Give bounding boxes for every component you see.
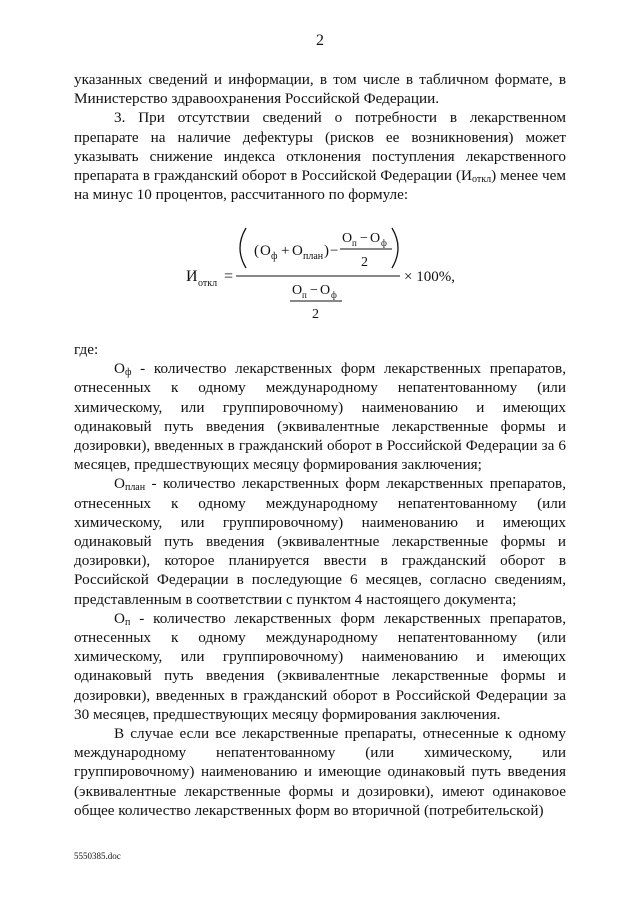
- formula-lhs-sub: откл: [198, 278, 218, 289]
- formula-minus-1: −: [330, 243, 339, 259]
- definition-o-p: [74, 609, 566, 724]
- formula-close-paren: ): [324, 243, 329, 259]
- formula-den-o-p: О: [292, 283, 303, 298]
- definition-o-f-text: - количество лекарственных форм лекарственных препаратов, отнесенных к одному международному непатентованному (или химическому, или группировочному) наименованию и имеющих одинаковый путь введения (эквивалентные лекарственные формы и дозировки), введенных в гражданский оборот в Российской Федерации за 6 месяцев, предшествующих месяцу формирования заключения;: [74, 360, 566, 474]
- formula-sub-f: ф: [271, 251, 278, 262]
- paragraph-3-tail: ) менее чем на минус 10 процентов, рассчитанного по формуле:: [74, 167, 567, 204]
- intro-text: [74, 70, 566, 204]
- formula-inner-sub-p: п: [352, 238, 357, 248]
- definitions-block: [74, 340, 566, 820]
- formula-o-plan: О: [292, 243, 303, 259]
- formula-open-paren: (: [254, 243, 259, 259]
- where-label: где:: [74, 341, 99, 358]
- page-number: 2: [316, 32, 324, 49]
- formula-inner-sub-f: ф: [381, 238, 387, 248]
- definition-o-plan-text: - количество лекарственных форм лекарственных препаратов, отнесенных к одному международному непатентованному (или химическому, или группировочному) наименованию и имеющих одинаковый путь введения (эквивалентные лекарственные формы и дозировки), которое планируется ввести в гражданский оборот в Российской Федерации в последующие 6 месяцев, согласно сведениям, представленным в соответствии с пунктом 4 настоящего документа;: [74, 475, 566, 608]
- formula-svg: [0, 222, 640, 332]
- formula-times: × 100%,: [404, 269, 455, 285]
- formula-o-f: О: [260, 243, 271, 259]
- formula-inner-o-p: О: [342, 231, 353, 246]
- formula-lhs: И: [186, 268, 198, 285]
- formula-den-sub-f: ф: [331, 290, 337, 300]
- formula-inner-minus: −: [360, 231, 368, 246]
- definition-o-p-text: - количество лекарственных форм лекарственных препаратов, отнесенных к одному международному непатентованному (или химическому, или группировочному) наименованию и имеющих одинаковый путь введения (эквивалентные лекарственные формы и дозировки), введенных в гражданский оборот в Российской Федерации за 30 месяцев, предшествующих месяцу формирования заключения.: [74, 609, 566, 723]
- formula-inner-o-f: О: [370, 231, 381, 246]
- formula-inner-two: 2: [361, 255, 368, 270]
- definition-o-f-symbol: О: [114, 360, 125, 378]
- formula-right-paren: [392, 228, 398, 268]
- formula: [0, 222, 640, 332]
- paragraph-last: В случае если все лекарственные препараты, отнесенные к одному международному непатентованному (или химическому, или группировочному) наименованию и имеющие одинаковый путь введения (эквивалентные лекарственные формы и дозировки), имеют одинаковое общее количество лекарственных форм во вторичной (потребительской): [74, 725, 566, 819]
- definition-o-p-symbol: О: [114, 609, 125, 627]
- formula-equals: =: [224, 268, 234, 285]
- definition-o-plan: [74, 474, 566, 608]
- formula-plus: +: [281, 243, 290, 259]
- formula-den-sub-p: п: [302, 290, 307, 300]
- definition-o-f-sub: ф: [124, 367, 132, 379]
- formula-den-minus: −: [310, 283, 318, 298]
- footer-filename: 5550385.doc: [74, 851, 121, 861]
- formula-den-two: 2: [312, 307, 319, 322]
- formula-sub-plan: план: [303, 251, 324, 262]
- definition-o-f: [74, 359, 566, 474]
- index-subscript: откл: [472, 174, 492, 186]
- paragraph-continuation: указанных сведений и информации, в том числе в табличном формате, в Министерство здравоохранения Российской Федерации.: [74, 71, 566, 108]
- definition-o-plan-sub: план: [124, 482, 146, 494]
- paragraph-3: [74, 108, 566, 204]
- paragraph-3-text: 3. При отсутствии сведений о потребности в лекарственном препарате на наличие дефектуры (рисков ее возникновения) может указывать снижение индекса отклонения поступления лекарственного препарата в гражданский оборот в Российской Федерации (И: [74, 109, 566, 185]
- formula-left-paren: [240, 228, 246, 268]
- formula-den-o-f: О: [320, 283, 331, 298]
- definition-o-plan-symbol: О: [114, 475, 125, 493]
- definition-o-p-sub: п: [124, 616, 131, 628]
